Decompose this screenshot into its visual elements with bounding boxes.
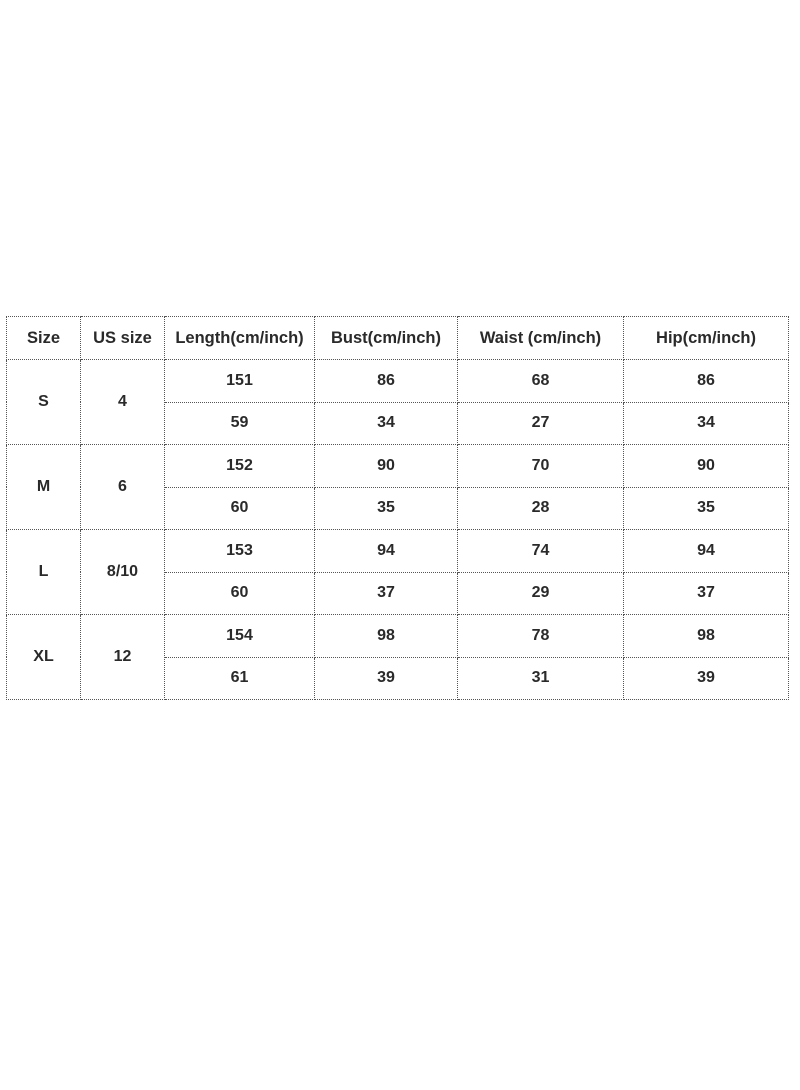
us-size-cell: 4 [81,360,165,445]
size-cell: M [7,445,81,530]
waist-inch-cell: 27 [458,402,624,445]
length-cm-cell: 153 [165,530,315,573]
waist-inch-cell: 29 [458,572,624,615]
bust-cm-cell: 98 [315,615,458,658]
length-cm-cell: 152 [165,445,315,488]
table-row [7,530,789,573]
us-size-cell: 12 [81,615,165,700]
header-bust: Bust(cm/inch) [315,317,458,360]
length-inch-cell: 59 [165,402,315,445]
bust-inch-cell: 37 [315,572,458,615]
length-cm-cell: 151 [165,360,315,403]
header-length: Length(cm/inch) [165,317,315,360]
header-size: Size [7,317,81,360]
bust-cm-cell: 94 [315,530,458,573]
hip-inch-cell: 39 [624,657,789,700]
waist-cm-cell: 68 [458,360,624,403]
table-row [7,615,789,658]
hip-cm-cell: 86 [624,360,789,403]
length-inch-cell: 60 [165,487,315,530]
waist-inch-cell: 31 [458,657,624,700]
bust-cm-cell: 86 [315,360,458,403]
header-waist: Waist (cm/inch) [458,317,624,360]
size-chart-table [6,316,789,700]
waist-cm-cell: 74 [458,530,624,573]
hip-cm-cell: 98 [624,615,789,658]
waist-inch-cell: 28 [458,487,624,530]
table-row [7,445,789,488]
hip-cm-cell: 94 [624,530,789,573]
header-hip: Hip(cm/inch) [624,317,789,360]
hip-cm-cell: 90 [624,445,789,488]
hip-inch-cell: 34 [624,402,789,445]
size-cell: L [7,530,81,615]
header-row [7,317,789,360]
size-cell: S [7,360,81,445]
bust-inch-cell: 39 [315,657,458,700]
bust-inch-cell: 34 [315,402,458,445]
waist-cm-cell: 70 [458,445,624,488]
bust-cm-cell: 90 [315,445,458,488]
length-cm-cell: 154 [165,615,315,658]
length-inch-cell: 61 [165,657,315,700]
table-row [7,360,789,403]
size-cell: XL [7,615,81,700]
header-us-size: US size [81,317,165,360]
us-size-cell: 6 [81,445,165,530]
waist-cm-cell: 78 [458,615,624,658]
length-inch-cell: 60 [165,572,315,615]
bust-inch-cell: 35 [315,487,458,530]
us-size-cell: 8/10 [81,530,165,615]
hip-inch-cell: 35 [624,487,789,530]
hip-inch-cell: 37 [624,572,789,615]
